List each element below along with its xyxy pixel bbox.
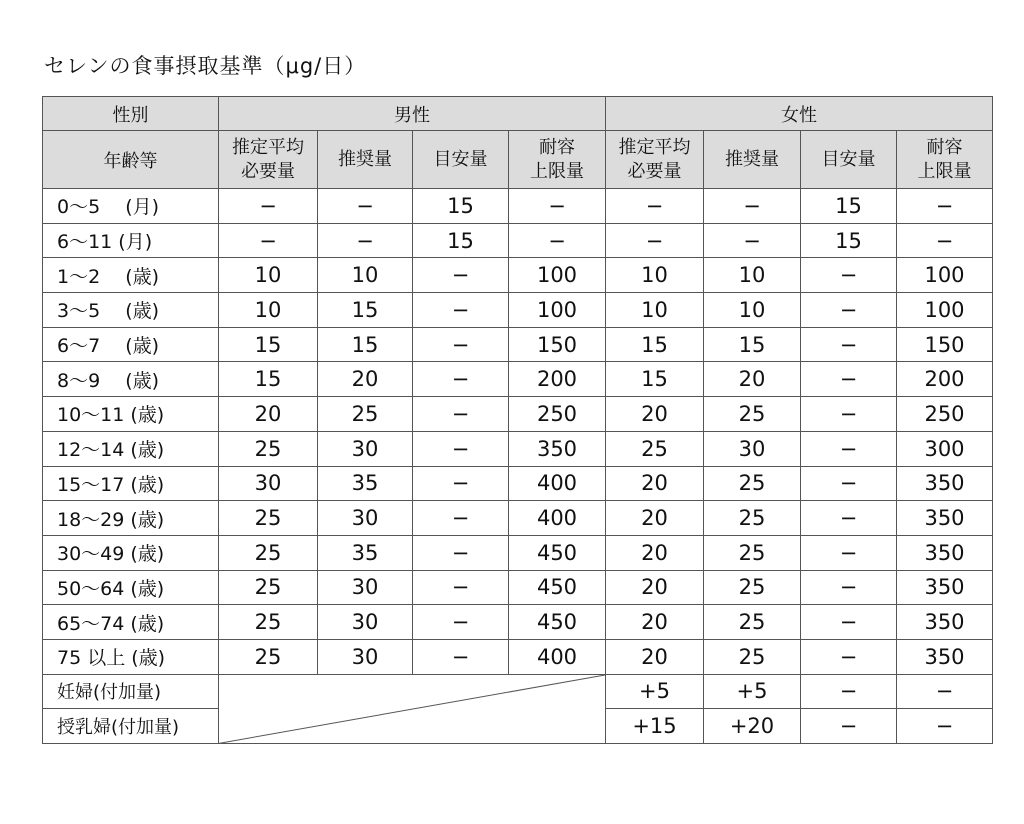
male-value-cell: − [413,570,509,605]
sex-header: 性別 [43,97,219,131]
male-col-header: 耐容 上限量 [509,131,606,189]
male-value-cell: − [318,189,413,224]
female-col-header: 推奨量 [704,131,801,189]
male-value-cell: 20 [318,362,413,397]
female-value-cell: − [801,362,897,397]
female-value-cell: 350 [897,466,993,501]
male-col-header: 推定平均 必要量 [219,131,318,189]
table-row [43,397,993,432]
female-value-cell: 100 [897,258,993,293]
male-value-cell: 15 [219,327,318,362]
selenium-intake-table [42,96,993,744]
female-value-cell: 25 [704,605,801,640]
female-value-cell: − [704,189,801,224]
male-value-cell: − [509,189,606,224]
male-value-cell: − [413,466,509,501]
male-value-cell: 25 [219,605,318,640]
male-value-cell: 100 [509,293,606,328]
male-value-cell: 25 [219,501,318,536]
female-value-cell: 20 [606,501,704,536]
female-value-cell: 15 [606,362,704,397]
female-value-cell: 15 [801,189,897,224]
male-value-cell: 10 [219,258,318,293]
table-row [43,189,993,224]
female-value-cell: +20 [704,709,801,744]
table-row [43,535,993,570]
male-value-cell: 25 [318,397,413,432]
group-label-cell: 授乳婦(付加量) [43,709,219,744]
male-value-cell: 400 [509,466,606,501]
age-cell: 18〜29 (歳) [43,501,219,536]
female-value-cell: 200 [897,362,993,397]
male-value-cell: − [413,362,509,397]
female-value-cell: − [801,639,897,674]
female-value-cell: +5 [704,674,801,709]
age-cell: 3〜5 (歳) [43,293,219,328]
male-value-cell: 25 [219,570,318,605]
male-value-cell: 350 [509,431,606,466]
male-value-cell: 15 [413,189,509,224]
male-value-cell: − [413,639,509,674]
female-col-header: 推定平均 必要量 [606,131,704,189]
female-value-cell: − [801,293,897,328]
male-value-cell: 15 [318,327,413,362]
age-cell: 15〜17 (歳) [43,466,219,501]
female-value-cell: − [801,501,897,536]
female-col-header: 目安量 [801,131,897,189]
female-value-cell: 350 [897,501,993,536]
female-value-cell: 25 [704,639,801,674]
male-col-header: 目安量 [413,131,509,189]
female-value-cell: 25 [704,397,801,432]
male-value-cell: 30 [318,639,413,674]
male-value-cell: 30 [318,501,413,536]
female-value-cell: 25 [704,501,801,536]
female-value-cell: − [801,674,897,709]
female-value-cell: 10 [606,258,704,293]
female-value-cell: − [606,189,704,224]
female-value-cell: 10 [704,293,801,328]
male-value-cell: − [413,293,509,328]
age-cell: 0〜5 (月) [43,189,219,224]
female-value-cell: 15 [801,223,897,258]
male-value-cell: − [413,605,509,640]
female-value-cell: 20 [606,605,704,640]
female-value-cell: 20 [606,397,704,432]
male-value-cell: 25 [219,639,318,674]
age-cell: 65〜74 (歳) [43,605,219,640]
male-value-cell: − [413,327,509,362]
age-cell: 6〜11 (月) [43,223,219,258]
female-value-cell: − [801,327,897,362]
female-value-cell: 25 [704,466,801,501]
female-value-cell: 10 [704,258,801,293]
age-cell: 6〜7 (歳) [43,327,219,362]
male-value-cell: 400 [509,501,606,536]
female-value-cell: − [897,674,993,709]
male-value-cell: 25 [219,535,318,570]
female-value-cell: − [801,397,897,432]
female-value-cell: − [897,189,993,224]
female-value-cell: − [801,605,897,640]
male-value-cell: 35 [318,466,413,501]
table-row [43,223,993,258]
table-row [43,431,993,466]
female-value-cell: 350 [897,639,993,674]
female-value-cell: 350 [897,535,993,570]
table-row [43,362,993,397]
male-col-header: 推奨量 [318,131,413,189]
age-cell: 1〜2 (歳) [43,258,219,293]
male-value-cell: 150 [509,327,606,362]
male-value-cell: − [318,223,413,258]
male-value-cell: − [413,431,509,466]
male-value-cell: − [413,501,509,536]
female-value-cell: 250 [897,397,993,432]
male-value-cell: 200 [509,362,606,397]
table-row [43,605,993,640]
female-value-cell: 30 [704,431,801,466]
female-value-cell: 25 [704,570,801,605]
age-cell: 12〜14 (歳) [43,431,219,466]
female-value-cell: 20 [606,466,704,501]
male-value-cell: − [413,397,509,432]
male-value-cell: 10 [318,258,413,293]
male-value-cell: 30 [318,605,413,640]
male-value-cell: − [413,535,509,570]
male-value-cell: 30 [219,466,318,501]
female-value-cell: +5 [606,674,704,709]
male-value-cell: 400 [509,639,606,674]
female-value-cell: 350 [897,570,993,605]
table-row [43,639,993,674]
female-col-header: 耐容 上限量 [897,131,993,189]
female-value-cell: − [801,258,897,293]
female-value-cell: − [801,535,897,570]
female-value-cell: 25 [704,535,801,570]
female-value-cell: − [801,466,897,501]
female-value-cell: 300 [897,431,993,466]
table-row [43,258,993,293]
female-value-cell: 15 [606,327,704,362]
female-value-cell: 20 [606,535,704,570]
age-cell: 8〜9 (歳) [43,362,219,397]
page-title: セレンの食事摂取基準（μg/日） [44,54,367,78]
male-value-cell: 15 [219,362,318,397]
male-value-cell: 250 [509,397,606,432]
table-row [43,466,993,501]
female-value-cell: 20 [606,570,704,605]
male-value-cell: 450 [509,605,606,640]
table-row [43,570,993,605]
female-value-cell: 10 [606,293,704,328]
age-cell: 50〜64 (歳) [43,570,219,605]
male-value-cell: 15 [413,223,509,258]
age-cell: 10〜11 (歳) [43,397,219,432]
female-value-cell: − [801,709,897,744]
male-value-cell: − [509,223,606,258]
female-value-cell: − [897,223,993,258]
female-value-cell: − [801,570,897,605]
female-value-cell: − [801,431,897,466]
diagonal-line [219,675,605,743]
not-applicable-diagonal-cell [219,674,606,743]
male-value-cell: 20 [219,397,318,432]
age-cell: 75 以上 (歳) [43,639,219,674]
male-value-cell: 35 [318,535,413,570]
male-value-cell: 30 [318,431,413,466]
male-value-cell: 15 [318,293,413,328]
female-value-cell: +15 [606,709,704,744]
male-value-cell: 100 [509,258,606,293]
female-value-cell: 20 [704,362,801,397]
female-header: 女性 [606,97,993,131]
female-value-cell: − [606,223,704,258]
female-value-cell: 25 [606,431,704,466]
male-header: 男性 [219,97,606,131]
female-value-cell: − [704,223,801,258]
male-value-cell: 30 [318,570,413,605]
female-value-cell: 350 [897,605,993,640]
age-header: 年齢等 [43,131,219,189]
male-value-cell: 450 [509,535,606,570]
female-value-cell: − [897,709,993,744]
table-row [43,501,993,536]
female-value-cell: 20 [606,639,704,674]
male-value-cell: 25 [219,431,318,466]
male-value-cell: − [413,258,509,293]
female-value-cell: 100 [897,293,993,328]
male-value-cell: 10 [219,293,318,328]
female-value-cell: 150 [897,327,993,362]
male-value-cell: − [219,223,318,258]
female-value-cell: 15 [704,327,801,362]
male-value-cell: 450 [509,570,606,605]
age-cell: 30〜49 (歳) [43,535,219,570]
group-label-cell: 妊婦(付加量) [43,674,219,709]
table-row [43,327,993,362]
table-row [43,293,993,328]
male-value-cell: − [219,189,318,224]
table-row [43,674,993,709]
